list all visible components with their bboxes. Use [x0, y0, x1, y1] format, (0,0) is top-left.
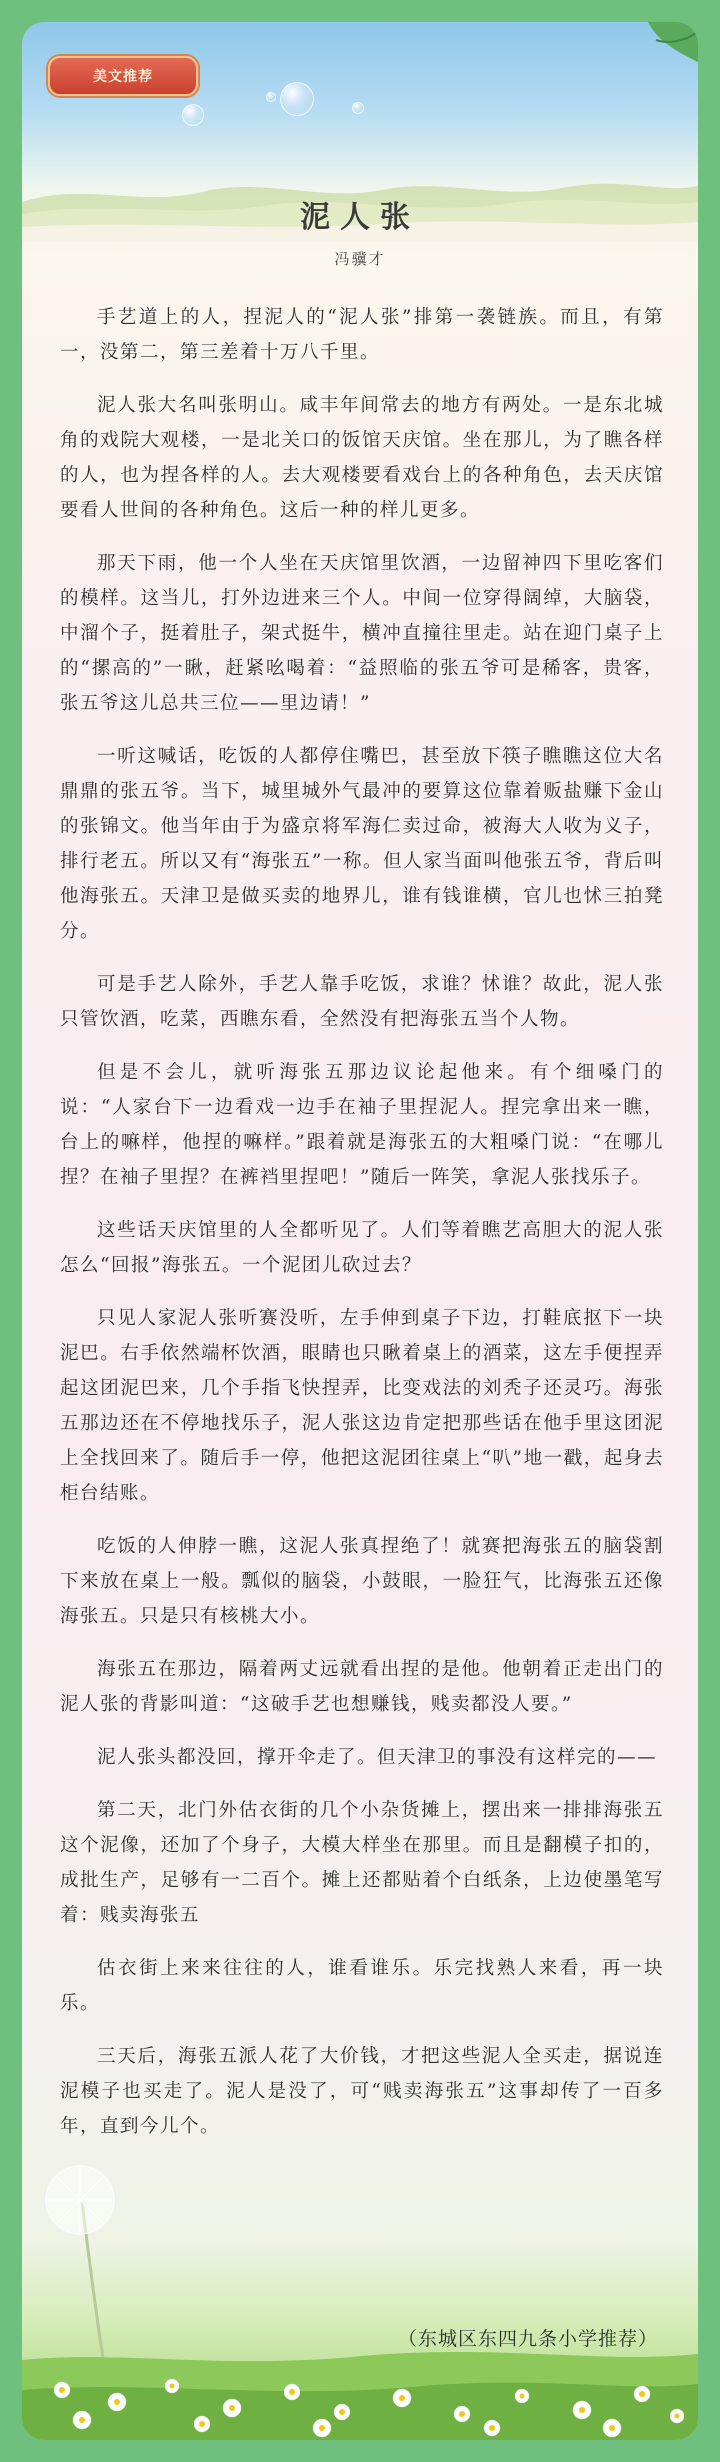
paragraph: 只见人家泥人张听赛没听，左手伸到桌子下边，打鞋底抠下一块泥巴。右手依然端杯饮酒，眼睛也只瞅着桌上的酒菜，这左手便捏弄起这团泥巴来，几个手指飞快捏弄，比变戏法的刘秃子还灵巧。海张五那边还在不停地找乐子，泥人张这边肯定把那些话在他手里这团泥上全找回来了。随后手一停，他把这泥团往桌上“叭”地一戳，起身去柜台结账。 [60, 1308, 664, 1504]
paragraph: 第二天，北门外估衣街的几个小杂货摊上，摆出来一排排海张五这个泥像，还加了个身子，大模大样坐在那里。而且是翻模子扣的，成批生产，足够有一二百个。摊上还都贴着个白纸条，上边使墨笔写着：贱卖海张五 [60, 1800, 664, 1926]
paragraph: 泥人张大名叫张明山。咸丰年间常去的地方有两处。一是东北城角的戏院大观楼，一是北关口的饭馆天庆馆。坐在那儿，为了瞧各样的人，也为捏各样的人。去大观楼要看戏台上的各种角色，去天庆馆要看人世间的各种角色。这后一种的样儿更多。 [60, 395, 664, 521]
paragraph: 三天后，海张五派人花了大价钱，才把这些泥人全买走，据说连泥模子也买走了。泥人是没了，可“贱卖海张五”这事却传了一百多年，直到今儿个。 [60, 2046, 664, 2137]
article-title: 泥人张 [300, 200, 420, 235]
article-body [60, 300, 664, 2162]
paragraph: 但是不会儿，就听海张五那边议论起他来。有个细嗓门的说：“人家台下一边看戏一边手在袖子里捏泥人。捏完拿出来一瞧，台上的嘛样，他捏的嘛样。”跟着就是海张五的大粗嗓门说：“在哪儿捏？在袖子里捏？在裤裆里捏吧！”随后一阵笑，拿泥人张找乐子。 [60, 1062, 664, 1188]
paragraph: 吃饭的人伸脖一瞧，这泥人张真捏绝了！就赛把海张五的脑袋割下来放在桌上一般。瓢似的脑袋，小鼓眼，一脸狂气，比海张五还像海张五。只是只有核桃大小。 [60, 1536, 664, 1627]
paragraph: 这些话天庆馆里的人全都听见了。人们等着瞧艺高胆大的泥人张怎么“回报”海张五。一个泥团儿砍过去？ [60, 1220, 664, 1276]
paragraph: 那天下雨，他一个人坐在天庆馆里饮酒，一边留神四下里吃客们的模样。这当儿，打外边进来三个人。中间一位穿得阔绰，大脑袋，中溜个子，挺着肚子，架式挺牛，横冲直撞往里走。站在迎门桌子上的“摞高的”一瞅，赶紧吆喝着：“益照临的张五爷可是稀客，贵客，张五爷这儿总共三位——里边请！” [60, 553, 664, 714]
paragraph: 海张五在那边，隔着两丈远就看出捏的是他。他朝着正走出门的泥人张的背影叫道：“这破手艺也想赚钱，贱卖都没人要。” [60, 1659, 664, 1715]
category-badge: 美文推荐 [48, 56, 198, 96]
leaf-decoration [608, 22, 698, 82]
article-author: 冯骥才 [334, 250, 386, 268]
paragraph: 一听这喊话，吃饭的人都停住嘴巴，甚至放下筷子瞧瞧这位大名鼎鼎的张五爷。当下，城里城外气最冲的要算这位靠着贩盐赚下金山的张锦文。他当年由于为盛京将军海仁卖过命，被海大人收为义子，排行老五。所以又有“海张五”一称。但人家当面叫他张五爷，背后叫他海张五。天津卫是做买卖的地界儿，谁有钱谁横，官儿也怵三拍凳分。 [60, 746, 664, 942]
bubble-icon [280, 82, 314, 116]
bubble-icon [182, 104, 204, 126]
paragraph: 估衣街上来来往往的人，谁看谁乐。乐完找熟人来看，再一块乐。 [60, 1958, 664, 2014]
paragraph: 可是手艺人除外，手艺人靠手吃饭，求谁？怵谁？故此，泥人张只管饮酒，吃菜，西瞧东看，全然没有把海张五当个人物。 [60, 974, 664, 1030]
flower-field-decoration [22, 2320, 698, 2440]
bubble-icon [352, 102, 364, 114]
bubble-icon [266, 92, 276, 102]
paragraph: 泥人张头都没回，撑开伞走了。但天津卫的事没有这样完的—— [97, 1747, 658, 1768]
paragraph: 手艺道上的人，捏泥人的“泥人张”排第一袭链族。而且，有第一，没第二，第三差着十万八千里。 [60, 307, 664, 363]
article-card [22, 22, 698, 2440]
recommendation-note: （东城区东四九条小学推荐） [397, 2328, 658, 2350]
